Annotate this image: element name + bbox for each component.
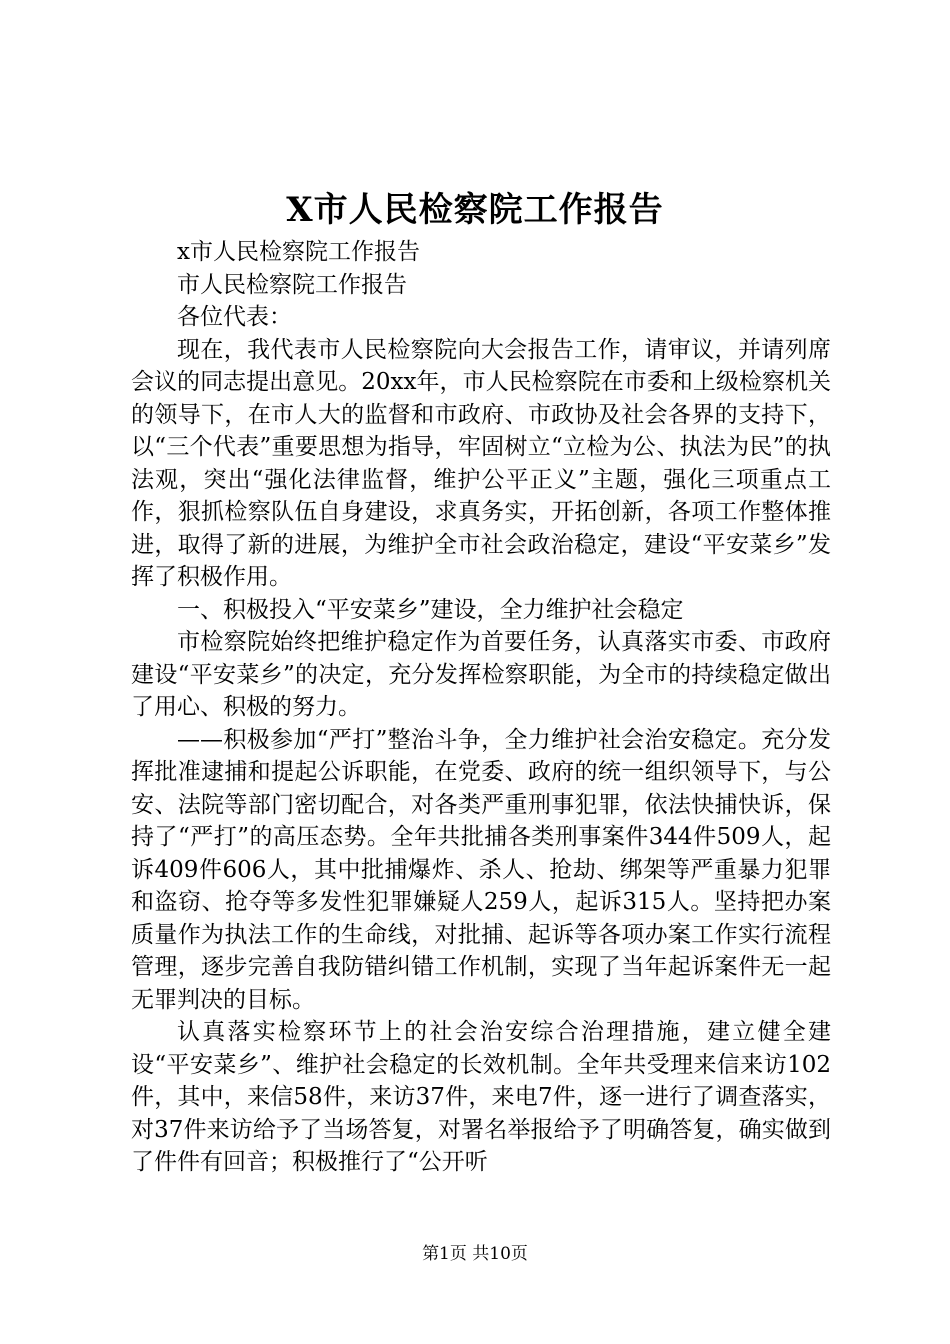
- paragraph-strike-hard: ——积极参加“严打”整治斗争，全力维护社会治安稳定。充分发挥批准逮捕和提起公诉职能，在党委、政府的统一组织领导下，与公安、法院等部门密切配合，对各类严重刑事犯罪，依法快捕快诉，保持了“严打”的高压态势。全年共批捕各类刑事案件344件509人，起诉409件606人，其中批捕爆炸、杀人、抢劫、绑架等严重暴力犯罪和盗窃、抢夺等多发性犯罪嫌疑人259人，起诉315人。坚持把办案质量作为执法工作的生命线，对批捕、起诉等各项办案工作实行流程管理，逐步完善自我防错纠错工作机制，实现了当年起诉案件无一起无罪判决的目标。: [131, 726, 831, 1013]
- paragraph-stability: 市检察院始终把维护稳定作为首要任务，认真落实市委、市政府建设“平安菜乡”的决定，充分发挥检察职能，为全市的持续稳定做出了用心、积极的努力。: [131, 629, 831, 720]
- document-body: [131, 236, 831, 1179]
- document-title: X市人民检察院工作报告: [286, 190, 664, 230]
- subtitle-line-2: 市人民检察院工作报告: [177, 271, 407, 298]
- paragraph-comprehensive-governance: 认真落实检察环节上的社会治安综合治理措施，建立健全建设“平安菜乡”、维护社会稳定的长效机制。全年共受理来信来访102件，其中，来信58件，来访37件，来电7件，逐一进行了调查落实，对37件来访给予了当场答复，对署名举报给予了明确答复，确实做到了件件有回音；积极推行了“公开听: [131, 1019, 831, 1175]
- salutation: 各位代表：: [177, 304, 292, 330]
- paragraph-intro: 现在，我代表市人民检察院向大会报告工作，请审议，并请列席会议的同志提出意见。20xx年，市人民检察院在市委和上级检察机关的领导下，在市人大的监督和市政府、市政协及社会各界的支持下，以“三个代表”重要思想为指导，牢固树立“立检为公、执法为民”的执法观，突出“强化法律监督，维护公平正义”主题，强化三项重点工作，狠抓检察队伍自身建设，求真务实，开拓创新，各项工作整体推进，取得了新的进展，为维护全市社会政治稳定，建设“平安菜乡”发挥了积极作用。: [131, 336, 831, 590]
- page-footer: 第1页 共10页: [422, 1244, 528, 1264]
- section-heading-1: 一、积极投入“平安菜乡”建设，全力维护社会稳定: [177, 596, 684, 623]
- subtitle-line-1: x市人民检察院工作报告: [177, 239, 420, 265]
